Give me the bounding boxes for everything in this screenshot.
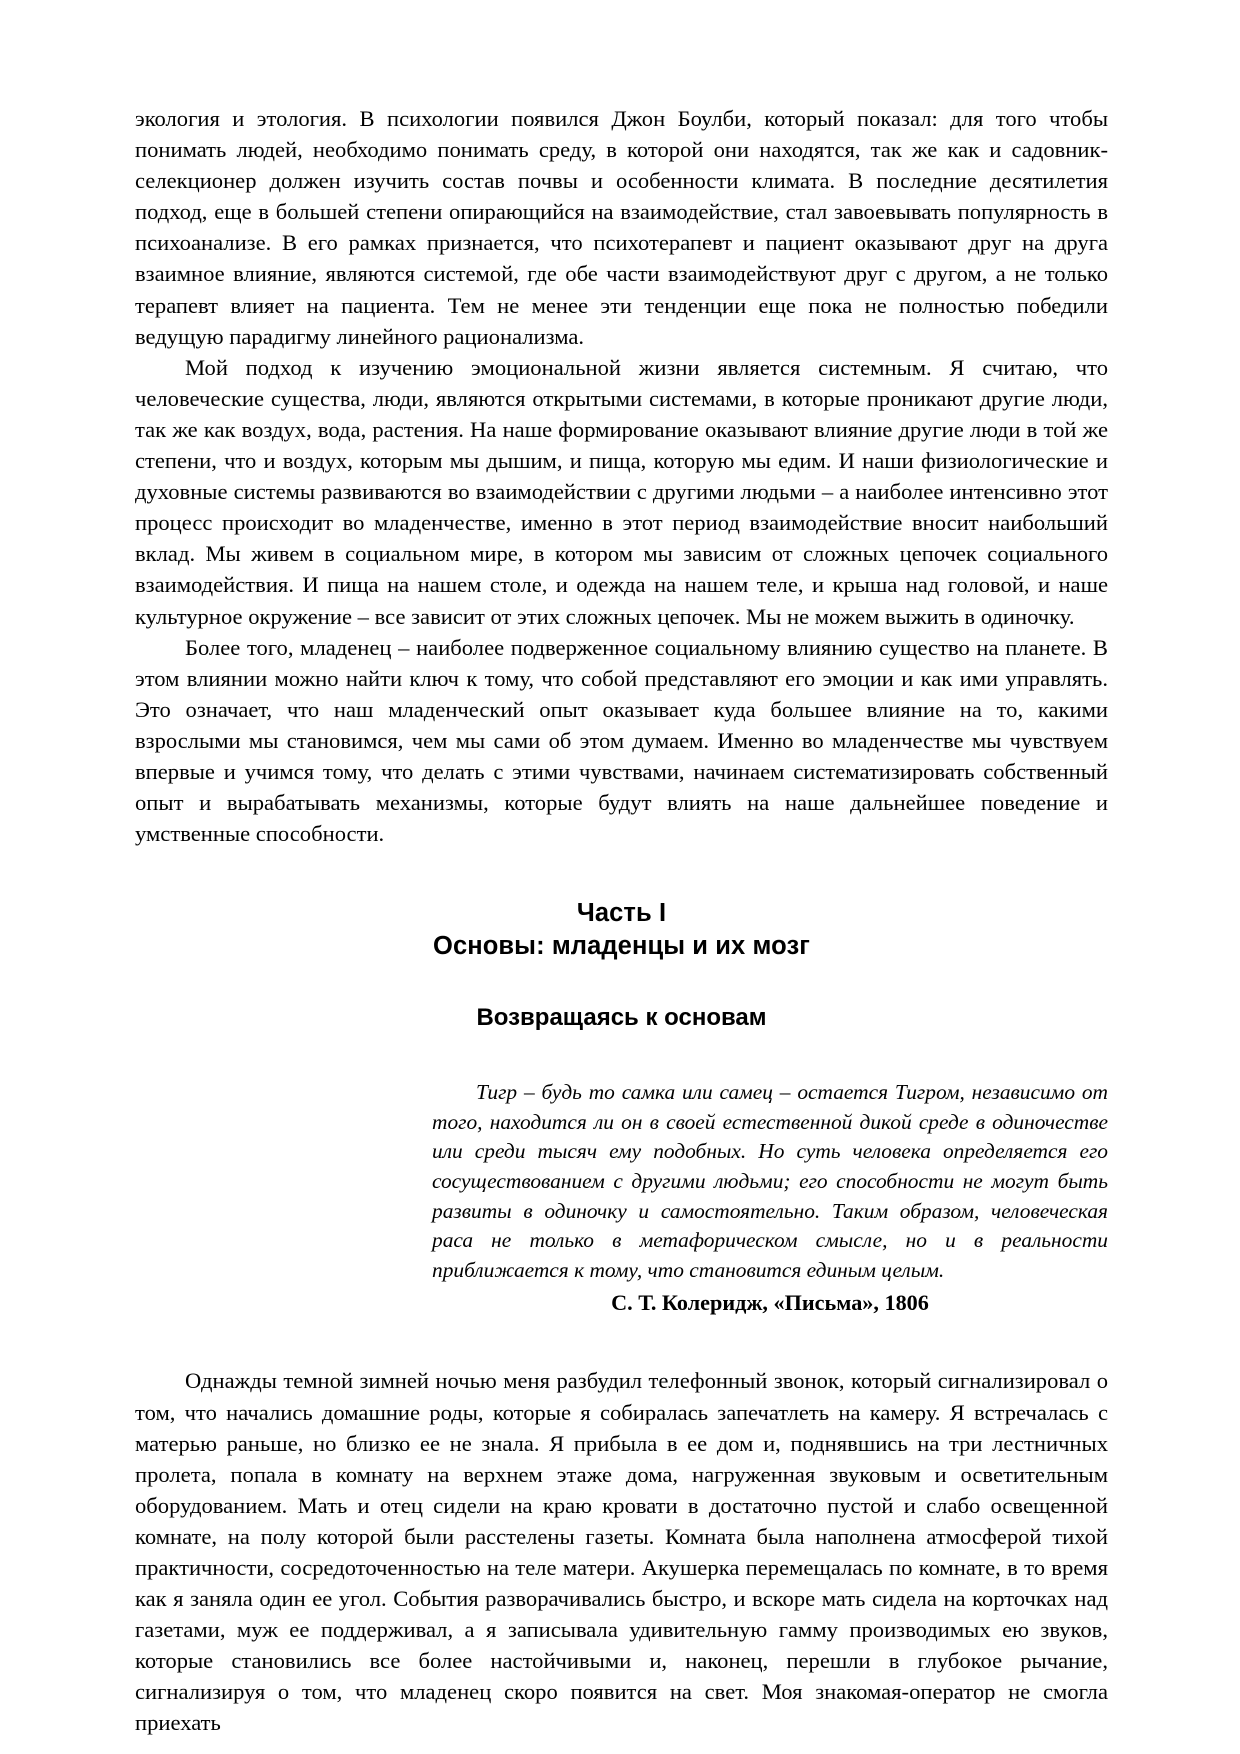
- paragraph-closing-narrative: Однажды темной зимней ночью меня разбудил телефонный звонок, который сигнализировал о том, что начались домашние роды, которые я собиралась запечатлеть на камеру. Я встречалась с матерью раньше, но близко ее не знала. Я прибыла в ее дом и, поднявшись на три лестничных пролета, попала в комнату на верхнем этаже дома, нагруженная звуковым и осветительным оборудованием. Мать и отец сидели на краю кровати в достаточно пустой и слабо освещенной комнате, на полу которой были расстелены газеты. Комната была наполнена атмосферой тихой практичности, сосредоточенностью на теле матери. Акушерка перемещалась по комнате, в то время как я заняла один ее угол. События разворачивались быстро, и вскоре мать сидела на корточках над газетами, муж ее поддерживал, а я записывала удивительную гамму производимых ею звуков, которые становились все более настойчивыми и, наконец, перешли в глубокое рычание, сигнализируя о том, что младенец скоро появится на свет. Моя знакомая-оператор не смогла приехать: [135, 1368, 1108, 1736]
- part-heading-line-1: Часть I: [576, 899, 667, 928]
- paragraph-infant-influence: Более того, младенец – наиболее подверженное социальному влиянию существо на планете. В этом влиянии можно найти ключ к тому, что собой представляют его эмоции и как ими управлять. Это означает, что наш младенческий опыт оказывает куда большее влияние на то, какими взрослыми мы становимся, чем мы сами об этом думаем. Именно во младенчестве мы чувствуем впервые и учимся тому, что делать с этими чувствами, начинаем систематизировать собственный опыт и вырабатывать механизмы, которые будут влиять на наше дальнейшее поведение и умственные способности.: [135, 634, 1108, 847]
- page-content-column: [135, 103, 1108, 1739]
- epigraph-attribution: С. Т. Колеридж, «Письма», 1806: [611, 1290, 929, 1316]
- epigraph-block: [432, 1078, 1108, 1318]
- closing-section: [135, 1365, 1108, 1738]
- chapter-heading: Возвращаясь к основам: [476, 1004, 767, 1032]
- paragraph-ecology: экология и этология. В психологии появился Джон Боулби, который показал: для того чтобы понимать людей, необходимо понимать среду, в которой они находятся, так же как и садовник-селекционер должен изучить состав почвы и особенности климата. В последние десятилетия подход, еще в большей степени опирающийся на взаимодействие, стал завоевывать популярность в психоанализе. В его рамках признается, что психотерапевт и пациент оказывают друг на друга взаимное влияние, являются системой, где обе части взаимодействуют друг с другом, а не только терапевт влияет на пациента. Тем не менее эти тенденции еще пока не полностью победили ведущую парадигму линейного рационализма.: [135, 106, 1108, 349]
- paragraph-systemic-approach: Мой подход к изучению эмоциональной жизни является системным. Я считаю, что человеческие существа, люди, являются открытыми системами, в которые проникают другие люди, так же как воздух, вода, растения. На наше формирование оказывают влияние другие люди в той же степени, что и воздух, которым мы дышим, и пища, которую мы едим. И наши физиологические и духовные системы развиваются во взаимодействии с другими людьми – а наиболее интенсивно этот процесс происходит во младенчестве, именно в этот период взаимодействие вносит наибольший вклад. Мы живем в социальном мире, в котором мы зависим от сложных цепочек социального взаимодействия. И пища на нашем столе, и одежда на нашем теле, и крыша над головой, и наше культурное окружение – все зависит от этих сложных цепочек. Мы не можем выжить в одиночку.: [135, 354, 1108, 629]
- part-heading-line-2: Основы: младенцы и их мозг: [433, 932, 810, 961]
- part-heading: [135, 897, 1108, 963]
- epigraph-quote: Тигр – будь то самка или самец – остается Тигром, независимо от того, находится ли он в своей естественной дикой среде в одиночестве или среди тысяч ему подобных. Но суть человека определяется его сосуществованием с другими людьми; его способности не могут быть развиты в одиночку и самостоятельно. Таким образом, человеческая раса не только в метафорическом смысле, но и в реальности приближается к тому, что становится единым целым.: [432, 1080, 1108, 1282]
